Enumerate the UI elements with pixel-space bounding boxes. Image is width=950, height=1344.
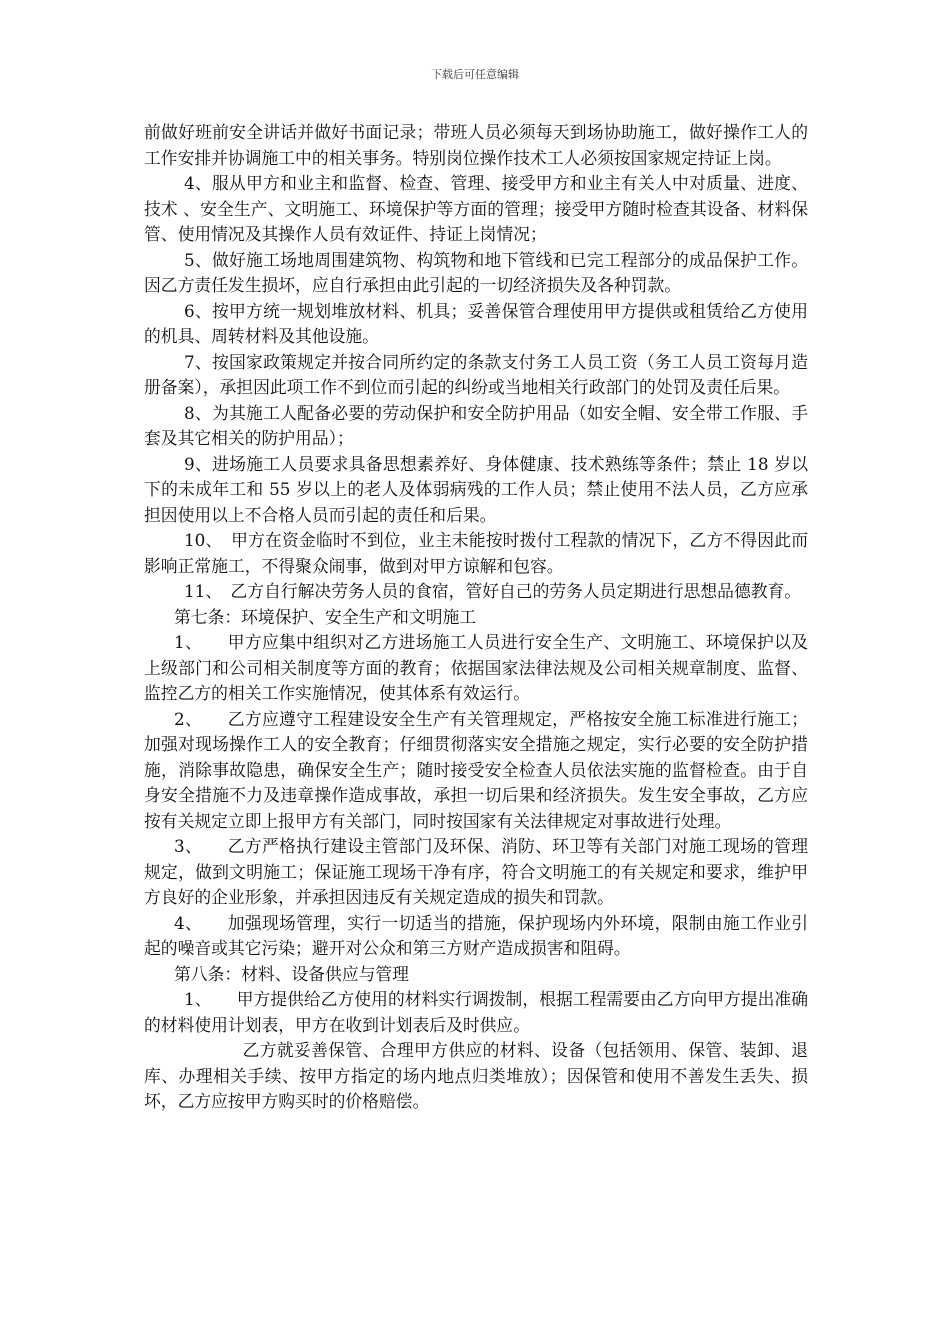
article-8-item-1: 1、 甲方提供给乙方使用的材料实行调拨制，根据工程需要由乙方向甲方提出准确的材料使用计划表，甲方在收到计划表后及时供应。 [144,989,808,1035]
section-heading-article-8: 第八条：材料、设备供应与管理 [174,963,409,984]
paragraph-item-10: 10、 甲方在资金临时不到位，业主未能按时拨付工程款的情况下，乙方不得因此而影响正常施工，不得聚众闹事，做到对甲方谅解和包容。 [144,530,808,576]
paragraph-item-4: 4、服从甲方和业主和监督、检查、管理、接受甲方和业主有关人中对质量、进度、技术 、安全生产、文明施工、环境保护等方面的管理；接受甲方随时检查其设备、材料保管、使用情况及其操作人员有效证件、持证上岗情况； [144,173,808,244]
paragraph-item-5: 5、做好施工场地周围建筑物、构筑物和地下管线和已完工程部分的成品保护工作。因乙方责任发生损坏，应自行承担由此引起的一切经济损失及各种罚款。 [144,249,808,295]
article-7-item-3: 3、 乙方严格执行建设主管部门及环保、消防、环卫等有关部门对施工现场的管理规定，做到文明施工；保证施工现场干净有序，符合文明施工的有关规定和要求，维护甲方良好的企业形象，并承担因违反有关规定造成的损失和罚款。 [144,836,808,907]
page-header: 下载后可任意编辑 [431,68,519,81]
paragraph-continuation: 前做好班前安全讲话并做好书面记录；带班人员必须每天到场协助施工，做好操作工人的工作安排并协调施工中的相关事务。特别岗位操作技术工人必须按国家规定持证上岗。 [144,122,808,168]
paragraph-item-8: 8、为其施工人配备必要的劳动保护和安全防护用品（如安全帽、安全带工作服、手套及其它相关的防护用品）； [144,402,808,448]
paragraph-item-11: 11、 乙方自行解决劳务人员的食宿，管好自己的劳务人员定期进行思想品德教育。 [184,581,802,601]
paragraph-item-7: 7、按国家政策规定并按合同所约定的条款支付务工人员工资（务工人员工资每月造册备案），承担因此项工作不到位而引起的纠纷或当地相关行政部门的处罚及责任后果。 [144,351,808,397]
article-8-item-2: 乙方就妥善保管、合理甲方供应的材料、设备（包括领用、保管、装卸、退库、办理相关手续、按甲方指定的场内地点归类堆放）；因保管和使用不善发生丢失、损坏，乙方应按甲方购买时的价格赔偿。 [144,1040,808,1111]
section-heading-article-7: 第七条：环境保护、安全生产和文明施工 [174,606,477,627]
article-7-item-1: 1、 甲方应集中组织对乙方进场施工人员进行安全生产、文明施工、环境保护以及上级部门和公司相关制度等方面的教育；依据国家法律法规及公司相关规章制度、监督、监控乙方的相关工作实施情况，使其体系有效运行。 [144,632,808,703]
article-7-item-4: 4、 加强现场管理，实行一切适当的措施，保护现场内外环境，限制由施工作业引起的噪音或其它污染；避开对公众和第三方财产造成损害和阻碍。 [144,912,808,958]
paragraph-item-9: 9、进场施工人员要求具备思想素养好、身体健康、技术熟练等条件；禁止 18 岁以下的未成年工和 55 岁以上的老人及体弱病残的工作人员；禁止使用不法人员，乙方应承担因使用以上不合格人员而引起的责任和后果。 [144,453,808,525]
document-body [144,120,808,1115]
article-7-item-2: 2、 乙方应遵守工程建设安全生产有关管理规定，严格按安全施工标准进行施工；加强对现场操作工人的安全教育；仔细贯彻落实安全措施之规定，实行必要的安全防护措施，消除事故隐患，确保安全生产；随时接受安全检查人员依法实施的监督检查。由于自身安全措施不力及违章操作造成事故，承担一切后果和经济损失。发生安全事故，乙方应按有关规定立即上报甲方有关部门，同时按国家有关法律规定对事故进行处理。 [144,708,808,831]
paragraph-item-6: 6、按甲方统一规划堆放材料、机具；妥善保管合理使用甲方提供或租赁给乙方使用的机具、周转材料及其他设施。 [144,300,808,346]
